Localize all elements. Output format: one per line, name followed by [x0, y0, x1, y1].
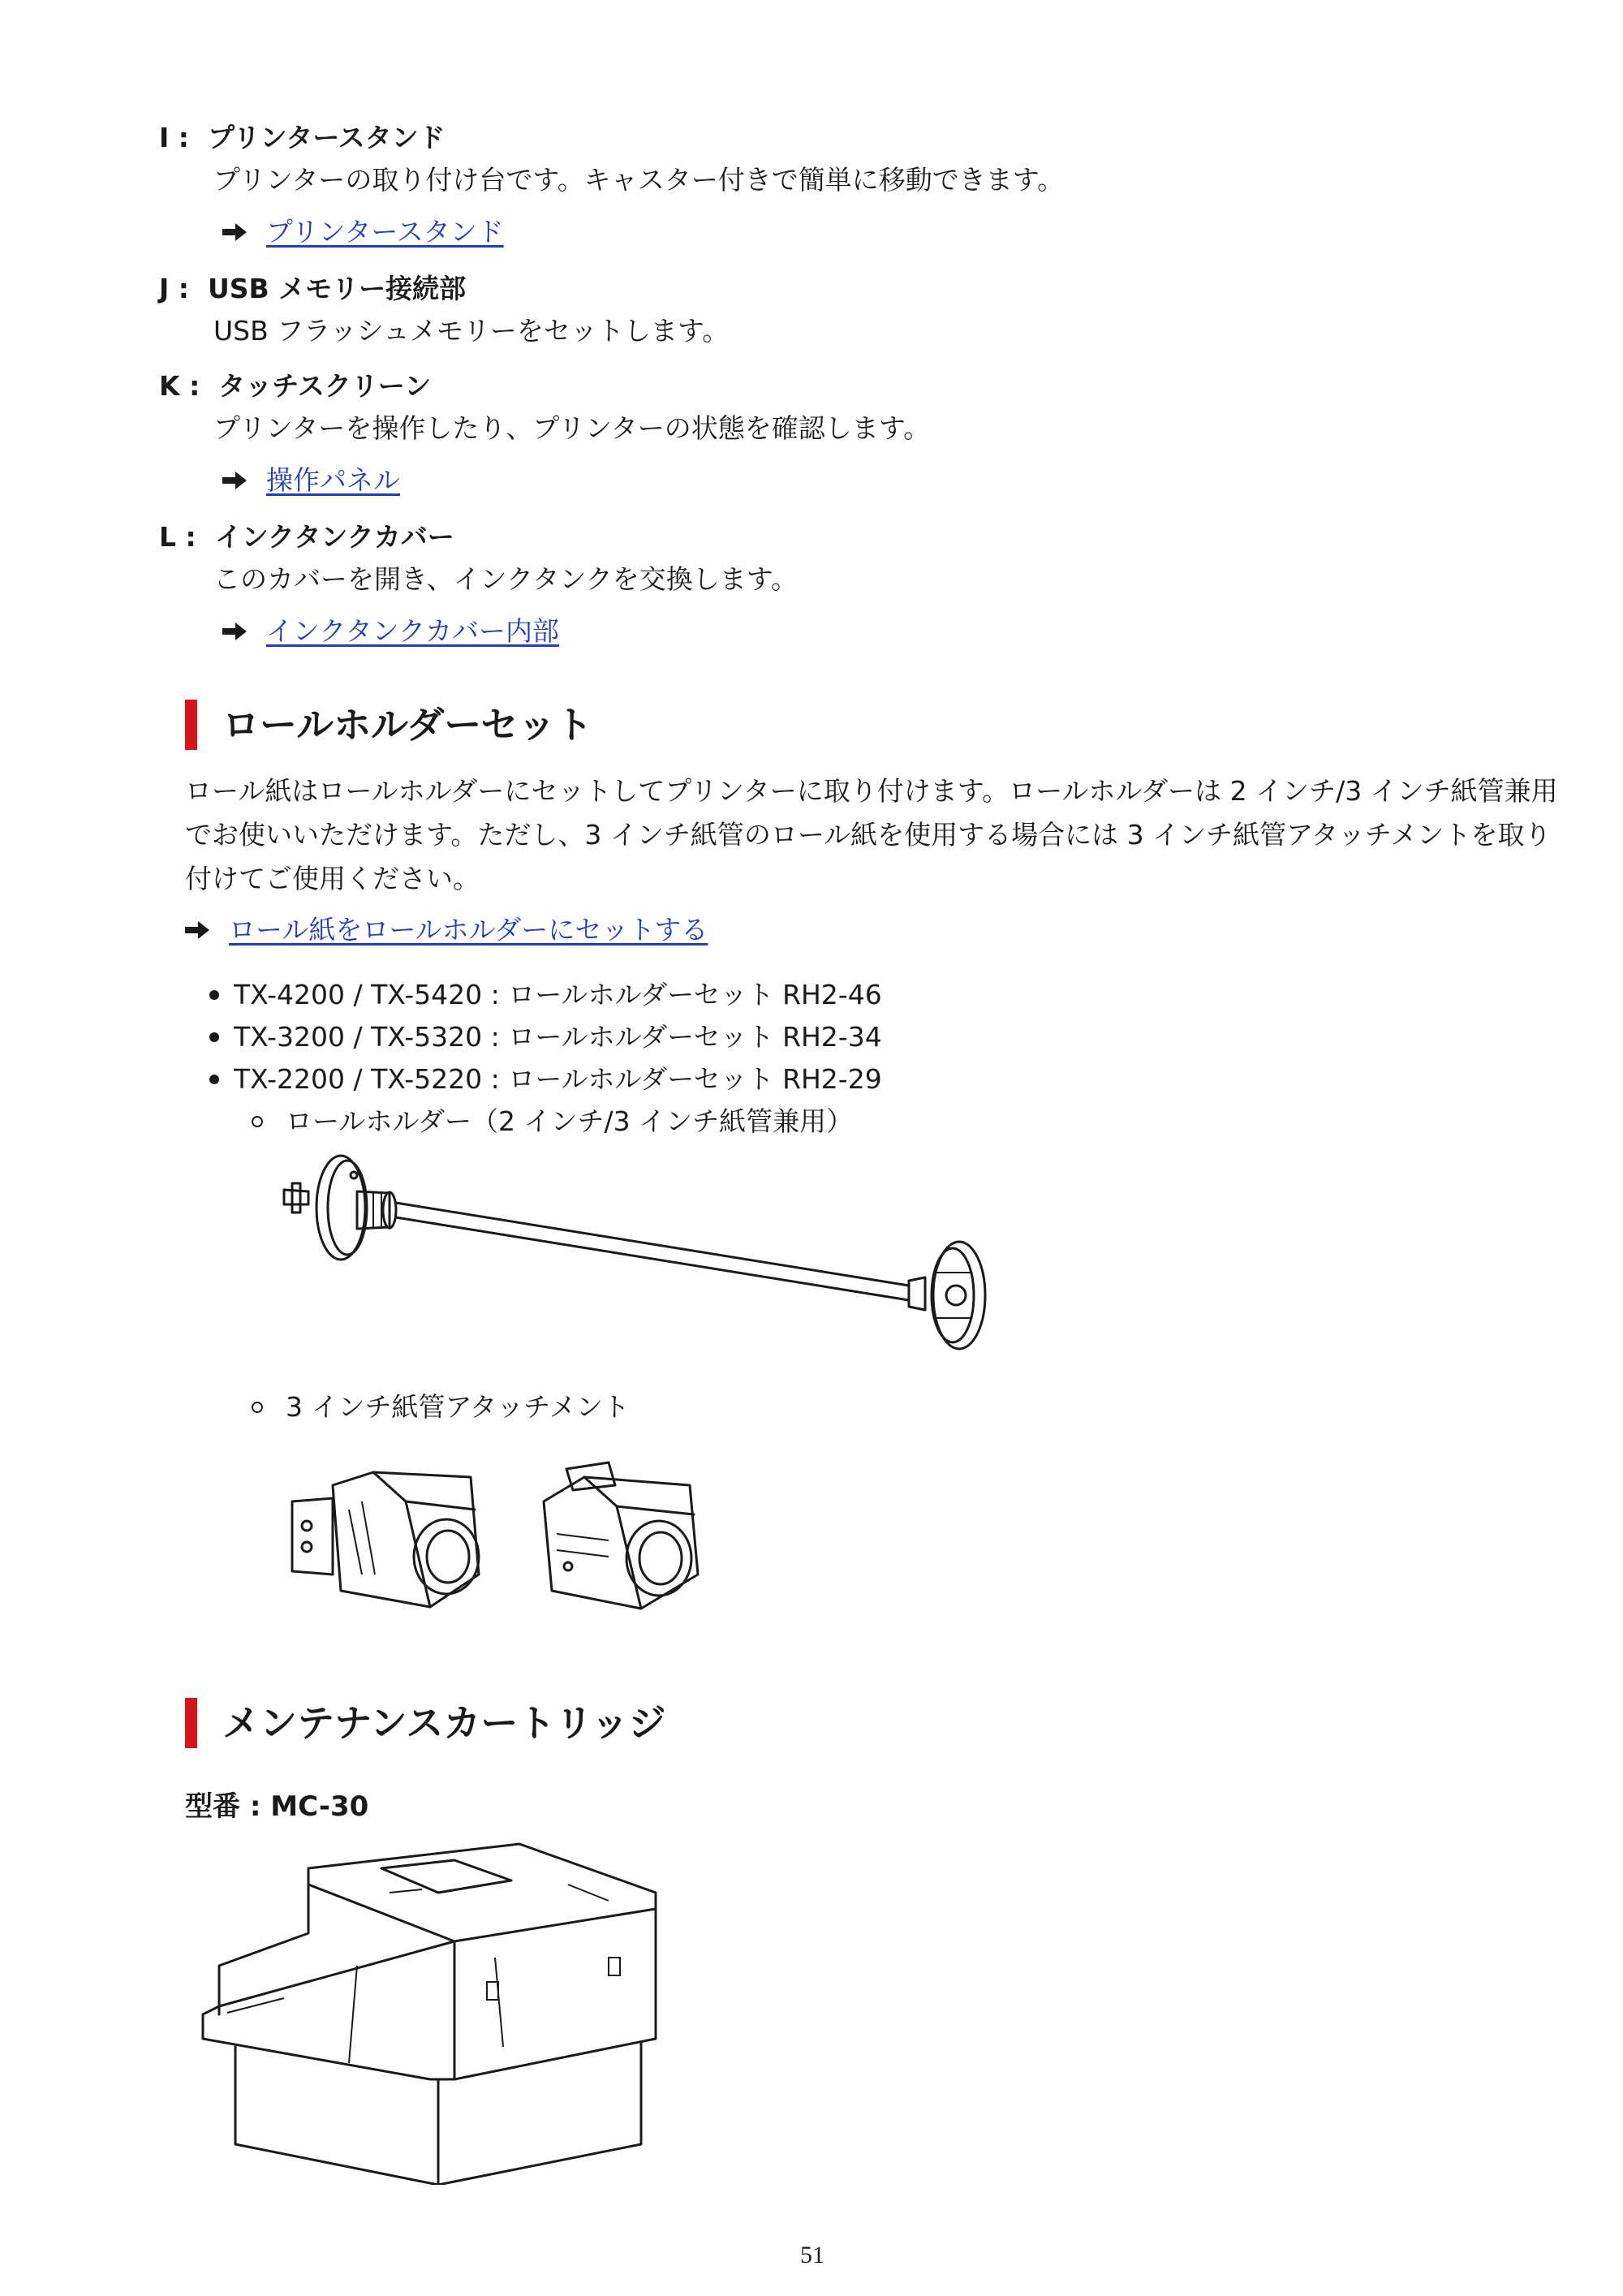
- maintenance-model-number: 型番 : MC-30: [185, 1790, 369, 1823]
- arrow-right-icon: [222, 622, 247, 640]
- section-title-roll-holder: ロールホルダーセット: [222, 703, 593, 747]
- arrow-right-icon: [222, 472, 247, 489]
- arrow-right-icon: [222, 223, 247, 241]
- link-row-l: [222, 614, 559, 649]
- attachment-illustration: [284, 1453, 738, 1623]
- sub-list-item-attachment: 3 インチ紙管アタッチメント: [252, 1386, 630, 1428]
- term-j: J : USB メモリー接続部: [159, 273, 467, 304]
- sub-bullet-icon: [252, 1116, 263, 1127]
- roll-holder-paragraph: ロール紙はロールホルダーにセットしてプリンターに取り付けます。ロールホルダーは 2 インチ/3 インチ紙管兼用でお使いいただけます。ただし、3 インチ紙管のロール紙を使用する場合には 3 インチ紙管アタッチメントを取り付けてご使用ください。: [185, 775, 1558, 894]
- desc-i: プリンターの取り付け台です。キャスター付きで簡単に移動できます。: [213, 164, 1065, 196]
- roll-holder-illustration: [276, 1151, 1006, 1362]
- link-ink-tank-cover-inside[interactable]: インクタンクカバー内部: [266, 615, 560, 647]
- link-operation-panel[interactable]: 操作パネル: [266, 464, 400, 496]
- link-set-roll-paper[interactable]: ロール紙をロールホルダーにセットする: [229, 914, 708, 946]
- bullet-icon: [209, 990, 219, 1000]
- term-k: K : タッチスクリーン: [159, 370, 432, 402]
- list-item: TX-2200 / TX-5220 : ロールホルダーセット RH2-29: [209, 1058, 882, 1101]
- desc-l: このカバーを開き、インクタンクを交換します。: [213, 563, 799, 595]
- section-marker: [185, 1698, 197, 1748]
- desc-j: USB フラッシュメモリーをセットします。: [213, 315, 730, 347]
- desc-k: プリンターを操作したり、プリンターの状態を確認します。: [213, 412, 931, 444]
- link-row-k: [222, 463, 400, 498]
- link-row-roll-set: [185, 912, 708, 948]
- list-item: TX-3200 / TX-5320 : ロールホルダーセット RH2-34: [209, 1016, 882, 1058]
- sub-list-item-roll-holder: ロールホルダー（2 インチ/3 インチ紙管兼用）: [252, 1101, 853, 1143]
- link-row-i: [222, 214, 504, 250]
- maintenance-cartridge-illustration: [187, 1836, 674, 2185]
- page-number: 51: [800, 2242, 824, 2268]
- model-list: [209, 974, 882, 1101]
- sub-bullet-icon: [252, 1402, 263, 1413]
- bullet-icon: [209, 1075, 219, 1084]
- link-printer-stand[interactable]: プリンタースタンド: [266, 216, 504, 248]
- term-l: L : インクタンクカバー: [159, 521, 454, 553]
- arrow-right-icon: [185, 921, 209, 939]
- list-item: TX-4200 / TX-5420 : ロールホルダーセット RH2-46: [209, 974, 882, 1016]
- term-i: I : プリンタースタンド: [159, 122, 446, 153]
- section-title-maintenance: メンテナンスカートリッジ: [222, 1701, 666, 1745]
- section-marker: [185, 700, 197, 750]
- bullet-icon: [209, 1032, 219, 1042]
